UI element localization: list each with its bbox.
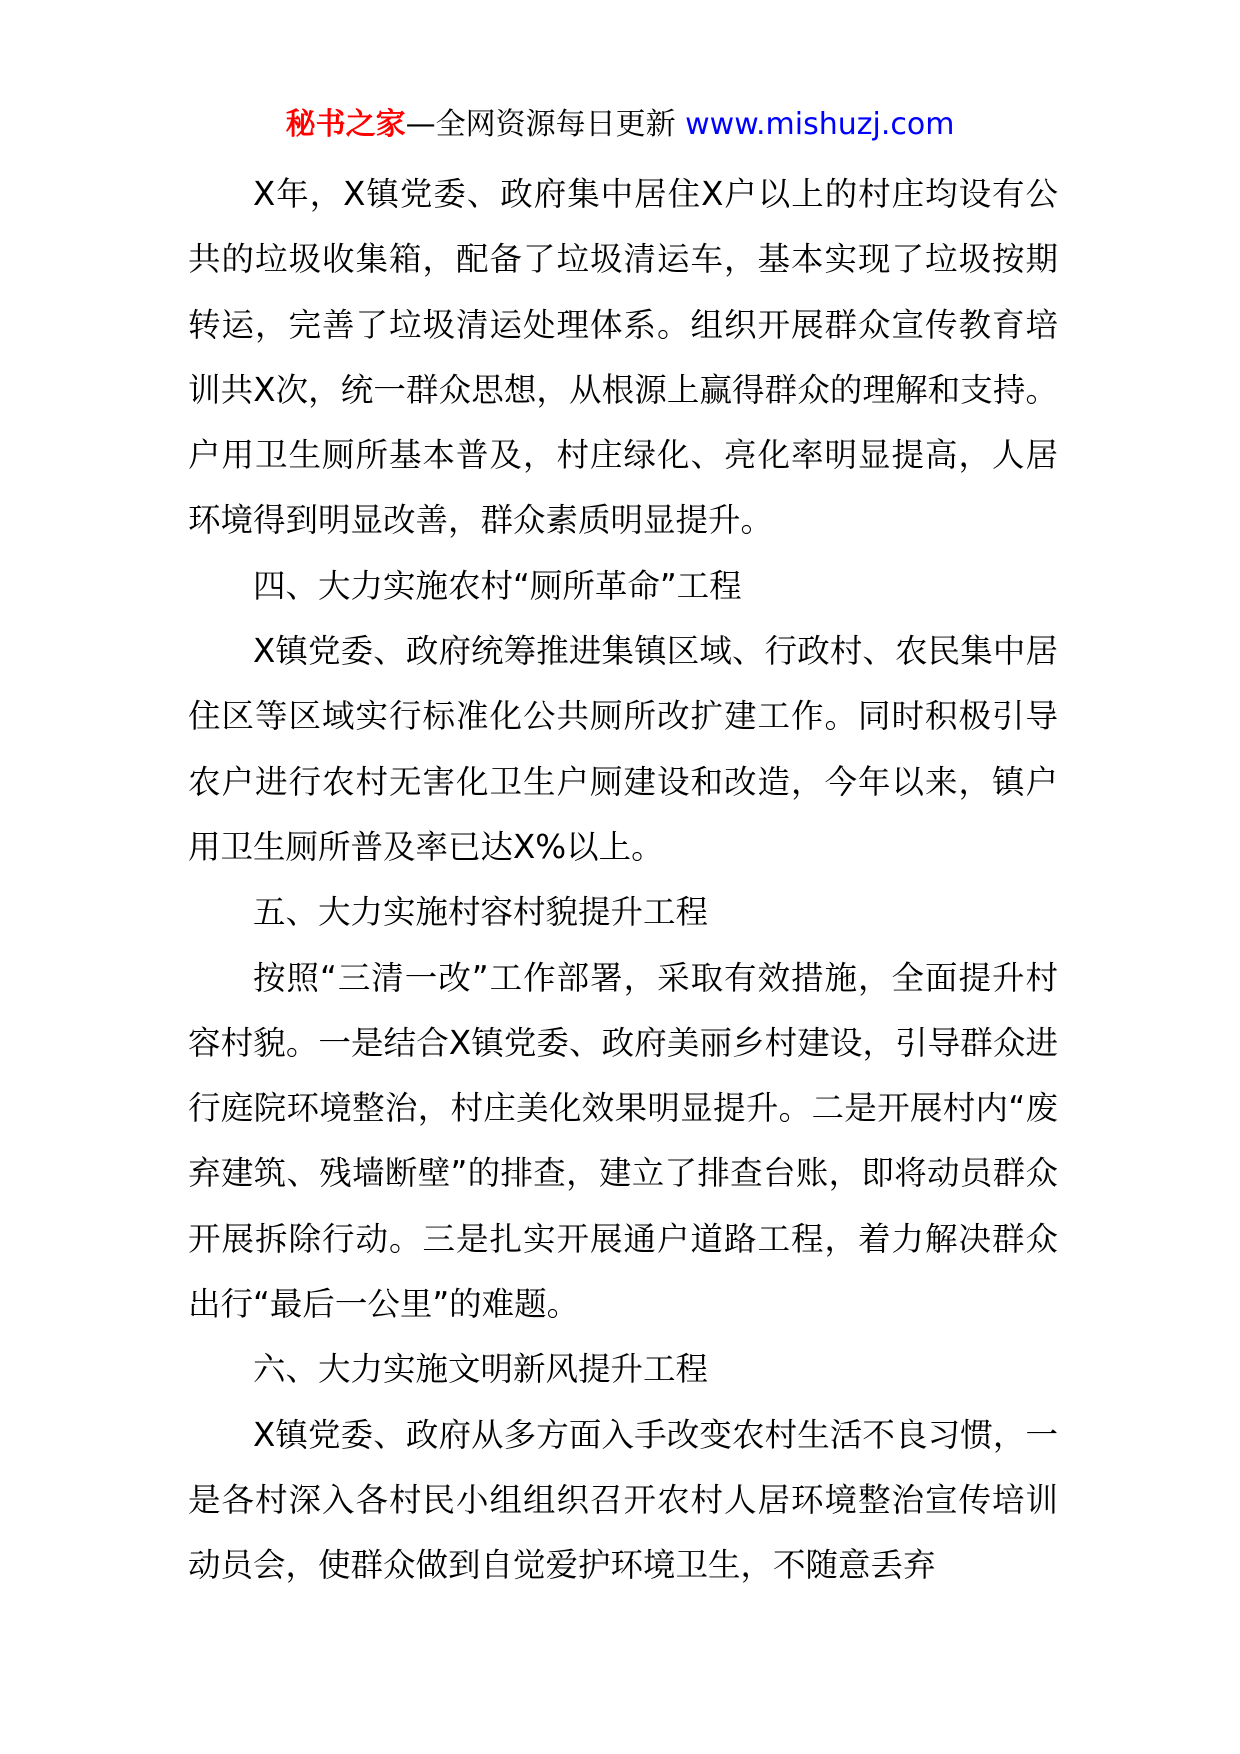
header-tagline: —全网资源每日更新 — [405, 107, 676, 142]
brand-name: 秘书之家 — [285, 107, 406, 142]
paragraph-village-appearance: 按照“三清一改”工作部署，采取有效措施，全面提升村容村貌。一是结合X镇党委、政府美丽乡村建设，引导群众进行庭院环境整治，村庄美化效果明显提升。二是开展村内“废弃建筑、残墙断壁”的排查，建立了排查台账，即将动员群众开展拆除行动。三是扎实开展通户道路工程，着力解决群众出行“最后一公里”的难题。 — [188, 958, 1058, 1324]
website-link[interactable]: www.mishuzj.com — [685, 107, 955, 142]
paragraph-waste-collection: X年，X镇党委、政府集中居住X户以上的村庄均设有公共的垃圾收集箱，配备了垃圾清运车，基本实现了垃圾按期转运，完善了垃圾清运处理体系。组织开展群众宣传教育培训共X次，统一群众思想，从根源上赢得群众的理解和支持。户用卫生厕所基本普及，村庄绿化、亮化率明显提高，人居环境得到明显改善，群众素质明显提升。 — [188, 175, 1058, 540]
section-heading-village-appearance: 五、大力实施村容村貌提升工程 — [253, 893, 709, 932]
page-header — [0, 100, 1240, 150]
paragraph-toilet-revolution: X镇党委、政府统筹推进集镇区域、行政村、农民集中居住区等区域实行标准化公共厕所改扩建工作。同时积极引导农户进行农村无害化卫生户厕建设和改造，今年以来，镇户用卫生厕所普及率已达X%以上。 — [188, 632, 1058, 866]
paragraph-civilized-customs: X镇党委、政府从多方面入手改变农村生活不良习惯，一是各村深入各村民小组组织召开农村人居环境整治宣传培训动员会，使群众做到自觉爱护环境卫生，不随意丢弃 — [188, 1415, 1058, 1585]
document-body — [188, 162, 1058, 1599]
section-heading-civilized-customs: 六、大力实施文明新风提升工程 — [253, 1350, 709, 1389]
section-heading-toilet-revolution: 四、大力实施农村“厕所革命”工程 — [253, 566, 742, 605]
